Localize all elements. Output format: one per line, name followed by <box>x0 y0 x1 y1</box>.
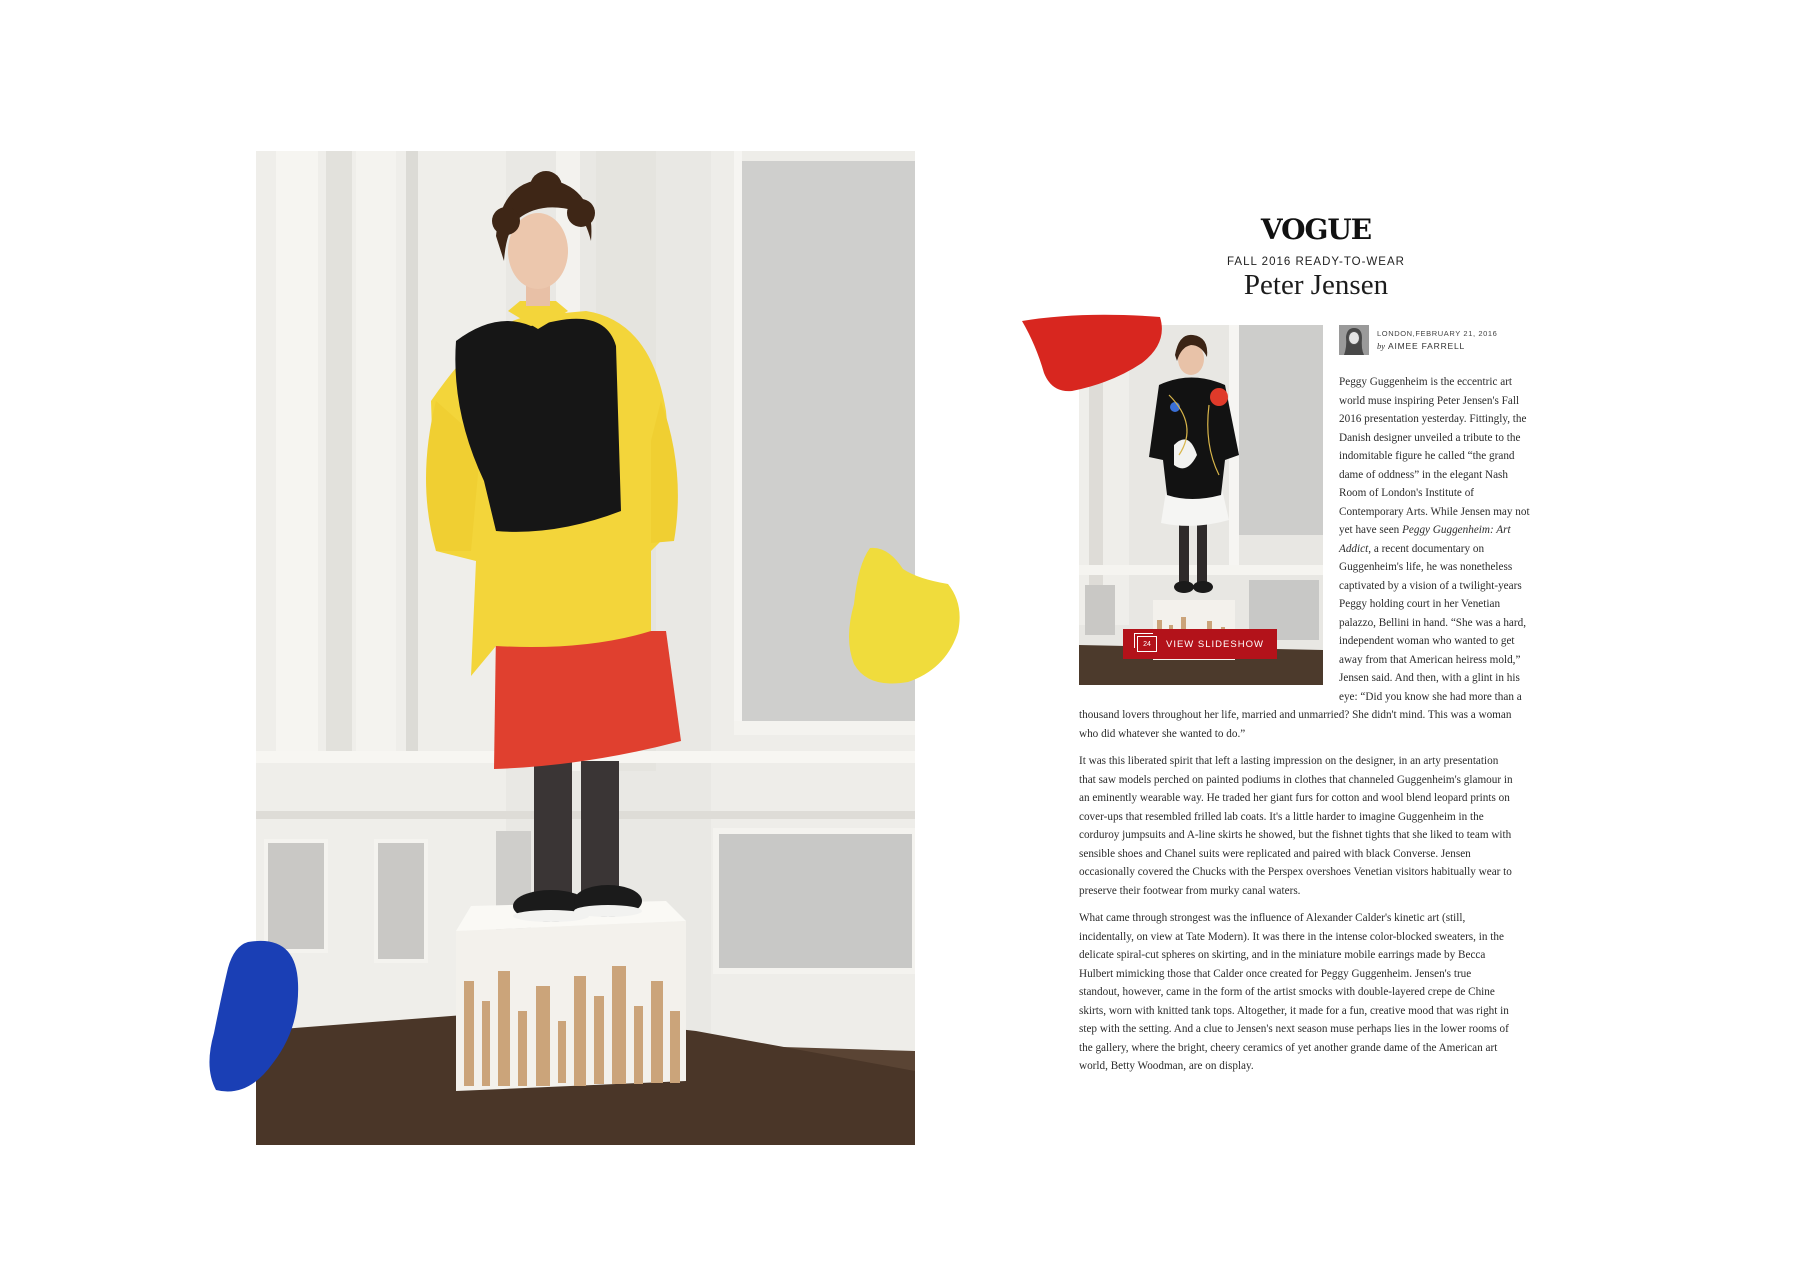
text-line: preserve their footwear from murky canal waters. <box>1079 884 1301 897</box>
text-line: palazzo, Bellini in hand. “She was a hard, <box>1339 616 1527 629</box>
text-line: that saw models perched on painted podiums in clothes that channeled Guggenheim's glamour in <box>1079 773 1513 786</box>
text-line <box>1339 521 1553 540</box>
text-line: corduroy jumpsuits and A-line skirts he showed, but the fishnet tights that she liked to team with <box>1079 829 1512 841</box>
blue-blob-decoration <box>208 938 300 1096</box>
text-line: standout, however, came in the form of the artist smocks with double-layered crepe de Chine <box>1079 986 1495 998</box>
article-author[interactable] <box>1377 341 1465 351</box>
view-slideshow-button[interactable] <box>1123 629 1277 659</box>
text-line: step with the setting. And a clue to Jensen's next season muse perhaps lies in the lower rooms of <box>1079 1023 1509 1035</box>
article-paragraph-2 <box>1079 752 1559 900</box>
text-line: What came through strongest was the influence of Alexander Calder's kinetic art (still, <box>1079 912 1466 924</box>
text-line: Danish designer unveiled a tribute to the <box>1339 431 1521 444</box>
text-fragment: yet have seen <box>1339 524 1400 536</box>
article-dateline: LONDON,FEBRUARY 21, 2016 <box>1377 329 1498 338</box>
film-title-continued: Addict <box>1339 542 1369 555</box>
yellow-blob-decoration <box>848 544 962 686</box>
text-line: independent woman who wanted to get <box>1339 635 1515 647</box>
text-line: who did whatever she wanted to do.” <box>1079 727 1246 740</box>
text-line: cover-ups that resembled frilled lab coats. It's a little harder to imagine Guggenheim in the <box>1079 810 1484 823</box>
text-line: captivated by a vision of a twilight-years <box>1339 579 1522 592</box>
article-paragraph-1-continued <box>1079 706 1559 743</box>
text-line: Hulbert mimicking those that Calder once created for Peggy Guggenheim. Jensen's true <box>1079 967 1472 980</box>
text-line: an eminently wearable way. He traded her giant furs for cotton and wool blend leopard prints on <box>1079 792 1510 804</box>
author-name: AIMEE FARRELL <box>1388 341 1466 351</box>
text-line: Peggy holding court in her Venetian <box>1339 598 1501 610</box>
section-label: FALL 2016 READY-TO-WEAR <box>1227 256 1405 268</box>
text-line: world, Betty Woodman, are on display. <box>1079 1060 1254 1072</box>
text-line: thousand lovers throughout her life, married and unmarried? She didn't mind. This was a woman <box>1079 709 1512 721</box>
vogue-logo: VOGUE <box>1260 213 1372 246</box>
text-line <box>1339 540 1553 559</box>
text-line: eye: “Did you know she had more than a <box>1339 690 1522 703</box>
text-line: skirts, worn with knitted tank tops. Altogether, it made for a fun, creative mood that was right in <box>1079 1004 1509 1017</box>
text-line: Jensen said. And then, with a glint in his <box>1339 672 1520 684</box>
view-slideshow-label: VIEW SLIDESHOW <box>1166 638 1264 650</box>
text-line: sensible shoes and Chanel suits were replicated and paired with black Converse. Jensen <box>1079 847 1471 860</box>
red-blob-decoration <box>1022 313 1164 393</box>
text-line: dame of oddness” in the elegant Nash <box>1339 468 1509 481</box>
article-paragraph-3 <box>1079 909 1559 1076</box>
text-line: It was this liberated spirit that left a lasting impression on the designer, in an arty presentation <box>1079 755 1499 767</box>
text-line: occasionally covered the Chucks with the Perspex overshoes Venetian visitors habitually wear to <box>1079 866 1512 878</box>
by-label: by <box>1377 341 1386 351</box>
text-line: 2016 presentation yesterday. Fittingly, the <box>1339 413 1527 425</box>
slideshow-count: 24 <box>1143 640 1151 648</box>
runway-photo-main <box>256 151 915 1145</box>
text-line: Peggy Guggenheim is the eccentric art <box>1339 376 1513 388</box>
text-line: indomitable figure he called “the grand <box>1339 450 1515 462</box>
text-fragment: , a recent documentary on <box>1368 542 1485 555</box>
text-line: Guggenheim's life, he was nonetheless <box>1339 561 1513 573</box>
film-title: Peggy Guggenheim: Art <box>1402 524 1511 536</box>
author-avatar <box>1339 325 1369 355</box>
article-paragraph-1 <box>1339 373 1553 706</box>
designer-title: Peter Jensen <box>1243 269 1389 301</box>
text-line: away from that American heiress mold,” <box>1339 653 1521 666</box>
slideshow-stack-icon <box>1137 636 1157 652</box>
text-line: the gallery, where the bright, cheery ceramics of yet another grande dame of the American art <box>1079 1041 1498 1054</box>
text-line: delicate spiral-cut spheres on skirting, and in the miniature mobile earrings made by Becca <box>1079 949 1486 961</box>
text-line: Room of London's Institute of <box>1339 487 1475 499</box>
text-line: incidentally, on view at Tate Modern). It was there in the intense color-blocked sweaters, in the <box>1079 930 1504 943</box>
text-line: Contemporary Arts. While Jensen may not <box>1339 505 1530 518</box>
text-line: world muse inspiring Peter Jensen's Fall <box>1339 394 1520 407</box>
